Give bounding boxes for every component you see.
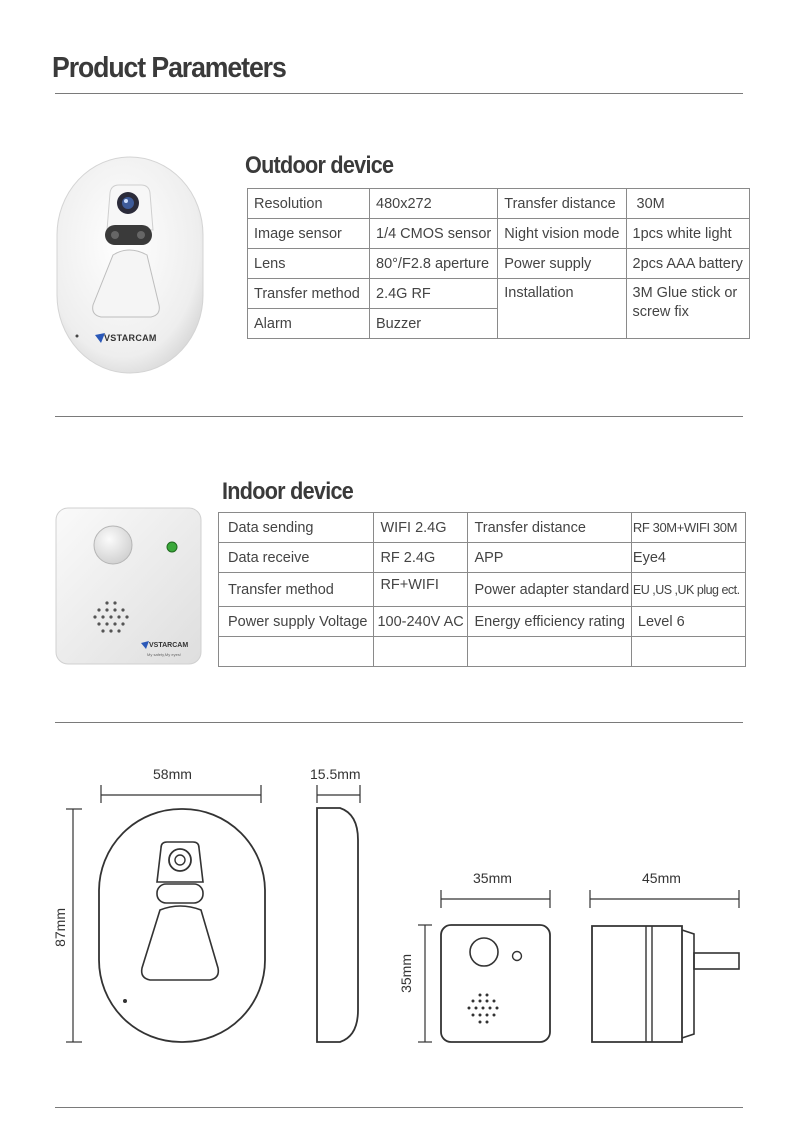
- param-label: Transfer method: [219, 573, 374, 607]
- table-row: [219, 573, 746, 607]
- dimension-drawings: [0, 760, 790, 1060]
- param-label: Alarm: [248, 309, 370, 339]
- param-value: 100-240V AC: [374, 607, 468, 637]
- param-label: Power adapter standard: [468, 573, 631, 607]
- param-label: Transfer method: [248, 279, 370, 309]
- table-row: [219, 543, 746, 573]
- empty-cell: [219, 637, 374, 667]
- dimension-label-depth: 15.5mm: [310, 766, 361, 782]
- dimension-label-height: 87mm: [52, 908, 68, 947]
- param-label: Resolution: [248, 189, 370, 219]
- empty-cell: [631, 637, 745, 667]
- divider: [55, 722, 743, 723]
- indoor-params-table: [218, 512, 746, 667]
- table-row: [248, 189, 750, 219]
- param-label: Installation: [498, 279, 626, 339]
- param-label: Lens: [248, 249, 370, 279]
- table-row: [219, 607, 746, 637]
- param-value: 480x272: [370, 189, 498, 219]
- param-value: 2pcs AAA battery: [626, 249, 749, 279]
- param-value: WIFI 2.4G: [374, 513, 468, 543]
- divider: [55, 1107, 743, 1108]
- param-value: Eye4: [631, 543, 745, 573]
- param-value: Level 6: [631, 607, 745, 637]
- indoor-brand-logo: VSTARCAM: [149, 642, 189, 649]
- table-row: [248, 219, 750, 249]
- param-value: RF+WIFI: [374, 573, 468, 607]
- param-value: RF 30M+WIFI 30M: [631, 513, 745, 543]
- divider: [55, 93, 743, 94]
- page-title: Product Parameters: [52, 52, 286, 84]
- outdoor-section-title: Outdoor device: [245, 152, 394, 179]
- table-row: [248, 249, 750, 279]
- param-label: Power supply: [498, 249, 626, 279]
- table-row: [219, 637, 746, 667]
- param-label: Night vision mode: [498, 219, 626, 249]
- dimension-label-indoor-width: 35mm: [473, 870, 512, 886]
- divider: [55, 416, 743, 417]
- param-label: Image sensor: [248, 219, 370, 249]
- param-value: 1/4 CMOS sensor: [370, 219, 498, 249]
- param-value: RF 2.4G: [374, 543, 468, 573]
- param-label: Transfer distance: [498, 189, 626, 219]
- param-label: APP: [468, 543, 631, 573]
- param-value: 30M: [626, 189, 749, 219]
- param-value: 80°/F2.8 aperture: [370, 249, 498, 279]
- outdoor-params-table: [247, 188, 750, 339]
- indoor-device-image: [55, 507, 202, 665]
- empty-cell: [468, 637, 631, 667]
- param-label: Data receive: [219, 543, 374, 573]
- param-value: 2.4G RF: [370, 279, 498, 309]
- param-label: Power supply Voltage: [219, 607, 374, 637]
- dimension-label-width: 58mm: [153, 766, 192, 782]
- empty-cell: [374, 637, 468, 667]
- table-row: [248, 279, 750, 309]
- param-value: 1pcs white light: [626, 219, 749, 249]
- param-value: 3M Glue stick or screw fix: [626, 279, 749, 339]
- outdoor-device-image: [55, 155, 205, 375]
- param-label: Transfer distance: [468, 513, 631, 543]
- dimension-label-indoor-height: 35mm: [398, 954, 414, 993]
- outdoor-brand-logo: VSTARCAM: [104, 333, 157, 343]
- indoor-slogan: My safety,My eyes!: [147, 652, 181, 657]
- param-value: Buzzer: [370, 309, 498, 339]
- indoor-section-title: Indoor device: [222, 478, 354, 505]
- param-value: EU ,US ,UK plug ect.: [631, 573, 745, 607]
- param-label: Data sending: [219, 513, 374, 543]
- dimension-label-adapter-width: 45mm: [642, 870, 681, 886]
- param-label: Energy efficiency rating: [468, 607, 631, 637]
- table-row: [219, 513, 746, 543]
